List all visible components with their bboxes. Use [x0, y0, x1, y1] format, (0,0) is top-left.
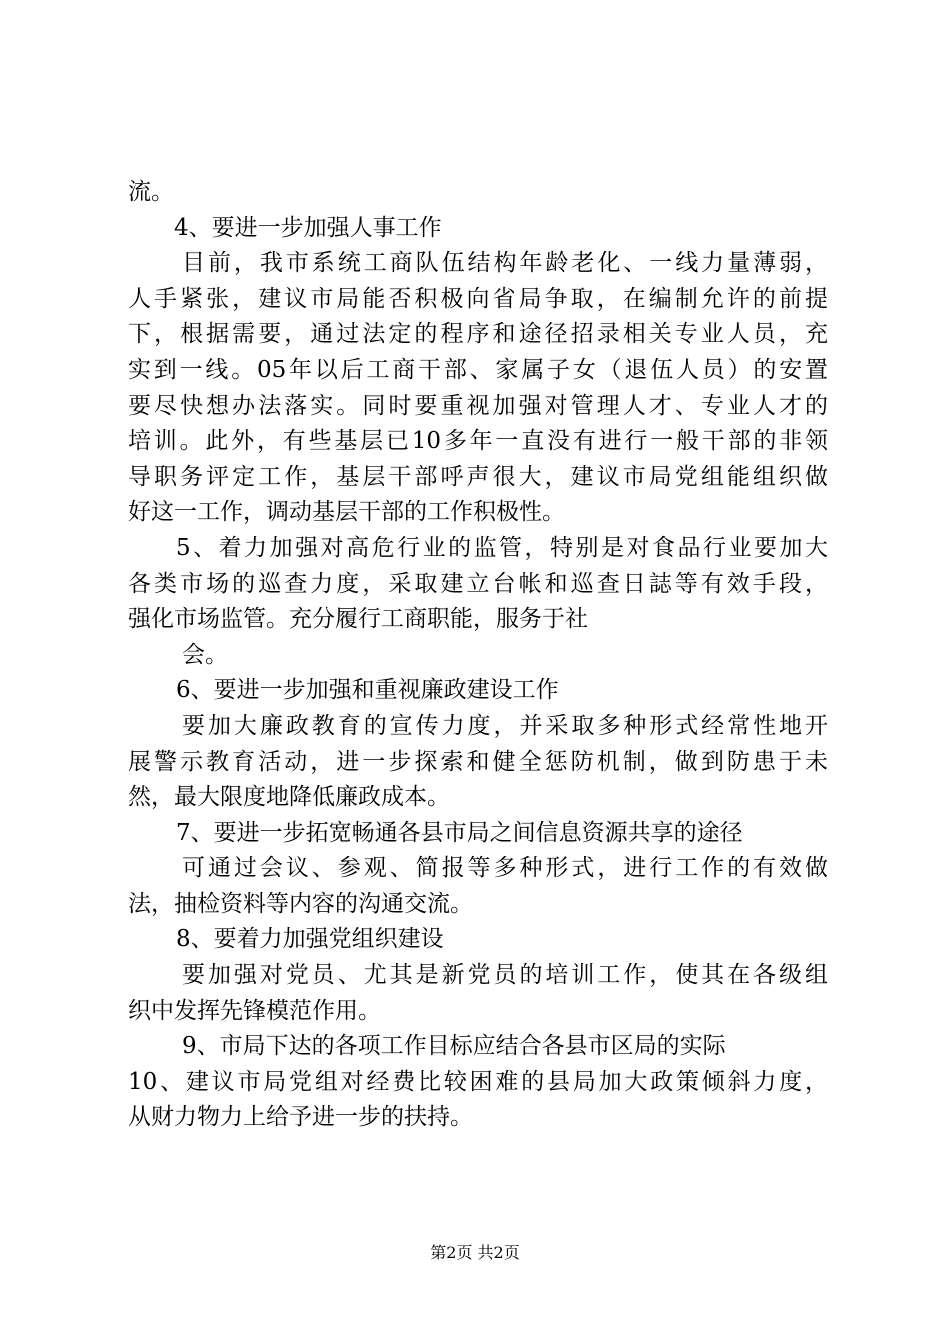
text-line: 要加强对党员、尤其是新党员的培训工作，使其在各级组 — [182, 962, 828, 989]
page-footer: 第2页 共2页 — [430, 1243, 520, 1262]
section-heading-5: 5、着力加强对高危行业的监管，特别是对食品行业要加大 — [176, 534, 828, 561]
section-heading-8: 8、要着力加强党组织建设 — [176, 926, 444, 953]
text-line: 导职务评定工作，基层干部呼声很大，建议市局党组能组织做 — [128, 463, 828, 490]
text-line: 织中发挥先锋模范作用。 — [128, 997, 381, 1024]
text-line: 流。 — [128, 179, 174, 205]
text-line: 人手紧张，建议市局能否积极向省局争取，在编制允许的前提 — [128, 285, 828, 312]
text-line: 要加大廉政教育的宣传力度，并采取多种形式经常性地开 — [182, 712, 828, 739]
text-line: 法，抽检资料等内容的沟通交流。 — [128, 890, 473, 917]
section-heading-10: 10、建议市局党组对经费比较困难的县局加大政策倾斜力度， — [128, 1068, 828, 1095]
text-line: 展警示教育活动，进一步探索和健全惩防机制，做到防患于未 — [128, 748, 828, 775]
text-line: 下，根据需要，通过法定的程序和途径招录相关专业人员，充 — [128, 321, 828, 348]
section-heading-9: 9、市局下达的各项工作目标应结合各县市区局的实际 — [182, 1033, 726, 1060]
text-line: 目前，我市系统工商队伍结构年龄老化、一线力量薄弱， — [182, 250, 828, 277]
text-line: 好这一工作，调动基层干部的工作积极性。 — [128, 499, 565, 526]
section-heading-6: 6、要进一步加强和重视廉政建设工作 — [176, 677, 559, 704]
text-line: 可通过会议、参观、简报等多种形式，进行工作的有效做 — [182, 855, 828, 882]
text-line: 培训。此外，有些基层已10多年一直没有进行一般干部的非领 — [128, 428, 828, 455]
text-line: 会。 — [182, 641, 228, 668]
text-line: 从财力物力上给予进一步的扶持。 — [128, 1104, 473, 1131]
text-line: 各类市场的巡查力度，采取建立台帐和巡查日誌等有效手段， — [128, 570, 828, 597]
text-line: 强化市场监管。充分履行工商职能，服务于社 — [128, 606, 588, 633]
text-line: 实到一线。05年以后工商干部、家属子女（退伍人员）的安置 — [128, 356, 828, 383]
section-heading-7: 7、要进一步拓宽畅通各县市局之间信息资源共享的途径 — [176, 819, 743, 846]
text-line: 要尽快想办法落实。同时要重视加强对管理人才、专业人才的 — [128, 392, 828, 419]
text-line: 然，最大限度地降低廉政成本。 — [128, 784, 450, 811]
document-body — [128, 175, 828, 1136]
section-heading-4: 4、要进一步加强人事工作 — [174, 214, 442, 241]
